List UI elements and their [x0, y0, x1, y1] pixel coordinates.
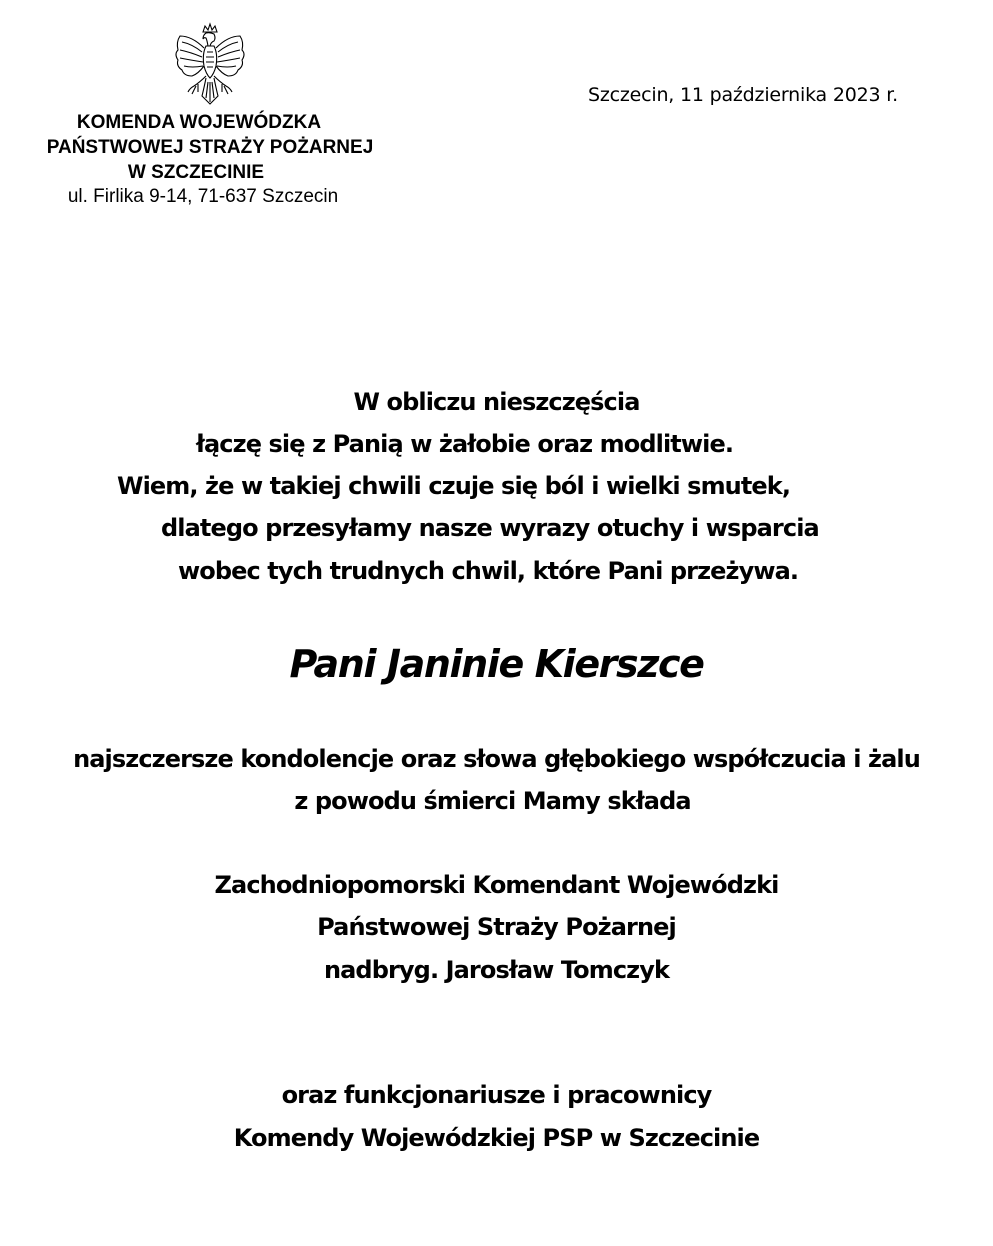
intro-line-5: wobec tych trudnych chwil, które Pani przeżywa. — [178, 557, 799, 585]
recipient-name: Pani Janinie Kierszce — [289, 642, 704, 686]
signatory-organization: Państwowej Straży Pożarnej — [317, 913, 676, 941]
intro-line-4: dlatego przesyłamy nasze wyrazy otuchy i wsparcia — [161, 514, 819, 542]
closing-line-2: Komendy Wojewódzkiej PSP w Szczecinie — [233, 1124, 760, 1152]
institution-name-line-2: PAŃSTWOWEJ STRAŻY POŻARNEJ — [46, 137, 374, 158]
condolence-line-1: najszczersze kondolencje oraz słowa głębokiego współczucia i żalu — [73, 745, 920, 773]
institution-name-line-1: KOMENDA WOJEWÓDZKA — [76, 112, 322, 133]
intro-line-1: W obliczu nieszczęścia — [353, 388, 640, 416]
institution-address: ul. Firlika 9-14, 71-637 Szczecin — [67, 186, 339, 207]
closing-line-1: oraz funkcjonariusze i pracownicy — [281, 1081, 712, 1109]
letterhead — [10, 22, 410, 209]
document-date: Szczecin, 11 października 2023 r. — [588, 84, 898, 106]
signatory-title: Zachodniopomorski Komendant Wojewódzki — [214, 871, 779, 899]
institution-name-line-3: W SZCZECINIE — [127, 162, 265, 183]
condolence-line-2: z powodu śmierci Mamy składa — [294, 787, 691, 815]
polish-eagle-emblem-icon — [170, 22, 250, 106]
intro-line-3: Wiem, że w takiej chwili czuje się ból i wielki smutek, — [117, 472, 791, 500]
intro-line-2: łączę się z Panią w żałobie oraz modlitwie. — [196, 430, 734, 458]
signatory-name: nadbryg. Jarosław Tomczyk — [323, 956, 670, 984]
